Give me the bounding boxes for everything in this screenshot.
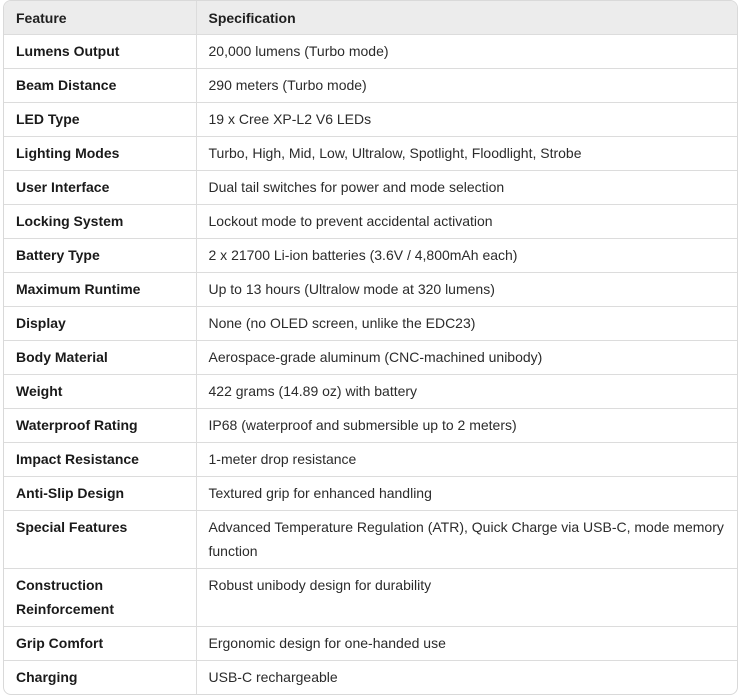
table-row <box>4 569 737 627</box>
table-row <box>4 69 737 103</box>
table-row <box>4 443 737 477</box>
feature-cell: Special Features <box>4 511 196 569</box>
header-specification: Specification <box>196 1 737 35</box>
feature-cell: Beam Distance <box>4 69 196 103</box>
feature-cell: Waterproof Rating <box>4 409 196 443</box>
feature-cell: Lighting Modes <box>4 137 196 171</box>
table-row <box>4 205 737 239</box>
table-row <box>4 239 737 273</box>
spec-cell: Ergonomic design for one-handed use <box>196 627 737 661</box>
feature-cell: Charging <box>16 669 78 685</box>
spec-cell: Textured grip for enhanced handling <box>196 477 737 511</box>
feature-cell: Body Material <box>4 341 196 375</box>
spec-table-container <box>3 0 738 695</box>
table-row <box>4 661 737 695</box>
table-row <box>4 103 737 137</box>
table-row <box>4 375 737 409</box>
feature-cell: Grip Comfort <box>4 627 196 661</box>
feature-cell: Weight <box>4 375 196 409</box>
spec-cell: USB-C rechargeable <box>196 661 737 695</box>
spec-cell: Robust unibody design for durability <box>196 569 737 627</box>
spec-cell: Turbo, High, Mid, Low, Ultralow, Spotlight, Floodlight, Strobe <box>196 137 737 171</box>
header-feature: Feature <box>4 1 196 35</box>
feature-cell: Maximum Runtime <box>4 273 196 307</box>
table-row <box>4 171 737 205</box>
feature-cell: Construction Reinforcement <box>4 569 196 627</box>
feature-cell: User Interface <box>4 171 196 205</box>
spec-cell: 20,000 lumens (Turbo mode) <box>196 35 737 69</box>
table-row <box>4 511 737 569</box>
spec-cell: Dual tail switches for power and mode selection <box>196 171 737 205</box>
spec-cell: Advanced Temperature Regulation (ATR), Quick Charge via USB-C, mode memory function <box>196 511 737 569</box>
table-row <box>4 137 737 171</box>
feature-cell: Anti-Slip Design <box>4 477 196 511</box>
feature-cell: Battery Type <box>4 239 196 273</box>
spec-cell: Aerospace-grade aluminum (CNC-machined unibody) <box>196 341 737 375</box>
table-row <box>4 273 737 307</box>
table-row <box>4 409 737 443</box>
spec-cell: 1-meter drop resistance <box>196 443 737 477</box>
spec-cell: Up to 13 hours (Ultralow mode at 320 lumens) <box>196 273 737 307</box>
spec-cell: IP68 (waterproof and submersible up to 2 meters) <box>196 409 737 443</box>
table-row <box>4 341 737 375</box>
feature-cell: Impact Resistance <box>4 443 196 477</box>
spec-cell: None (no OLED screen, unlike the EDC23) <box>196 307 737 341</box>
spec-cell: 422 grams (14.89 oz) with battery <box>196 375 737 409</box>
feature-cell: Display <box>4 307 196 341</box>
table-header-row <box>4 1 737 35</box>
table-row <box>4 35 737 69</box>
spec-cell: 2 x 21700 Li-ion batteries (3.6V / 4,800mAh each) <box>196 239 737 273</box>
table-row <box>4 307 737 341</box>
table-row <box>4 477 737 511</box>
feature-cell: Lumens Output <box>4 35 196 69</box>
spec-cell: 290 meters (Turbo mode) <box>196 69 737 103</box>
feature-cell: LED Type <box>4 103 196 137</box>
spec-cell: 19 x Cree XP-L2 V6 LEDs <box>196 103 737 137</box>
spec-cell: Lockout mode to prevent accidental activation <box>196 205 737 239</box>
feature-cell: Locking System <box>4 205 196 239</box>
spec-table <box>4 1 737 694</box>
table-row <box>4 627 737 661</box>
